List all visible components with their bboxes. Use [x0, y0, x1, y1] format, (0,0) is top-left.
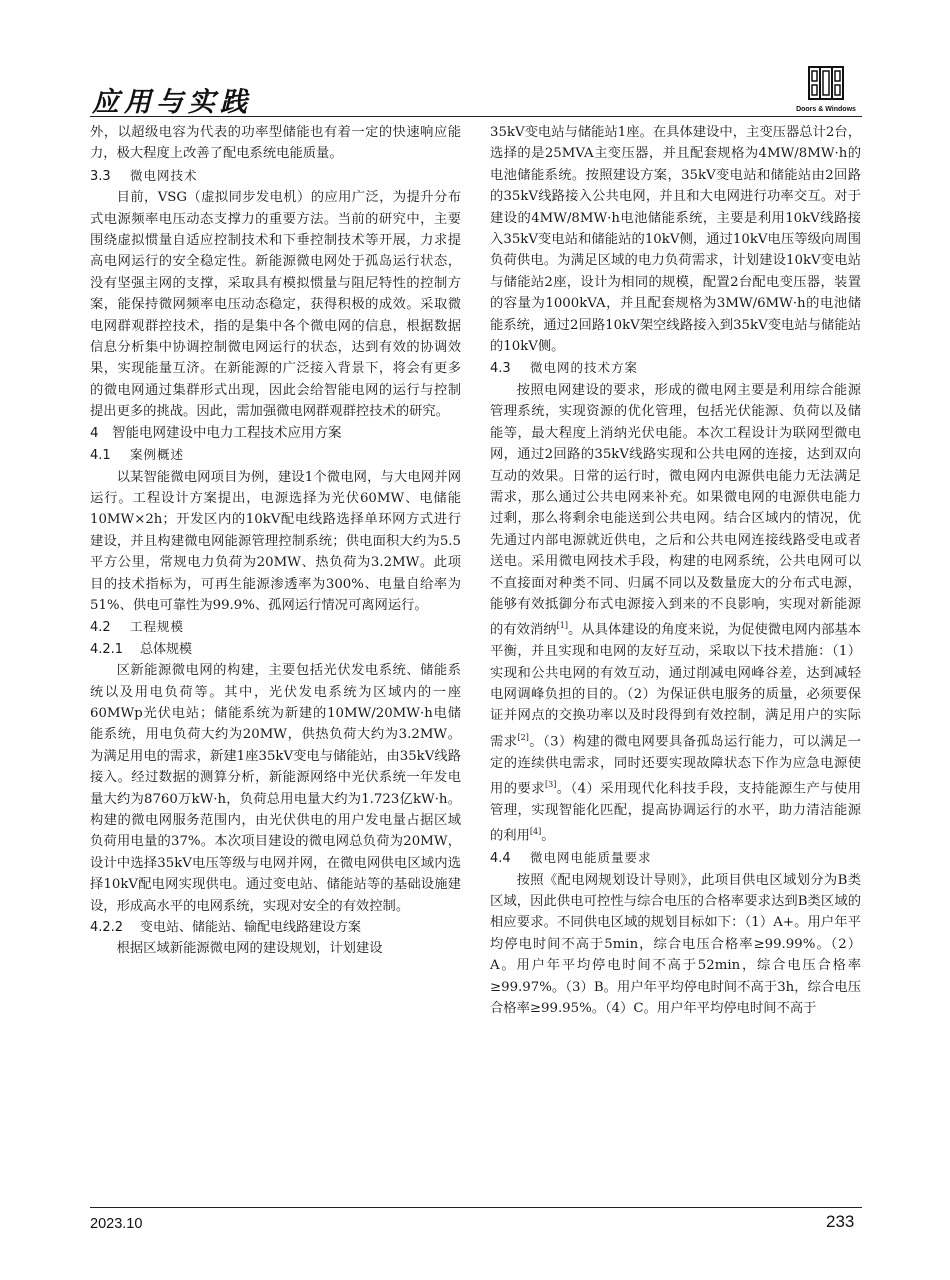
- header-rule: [90, 116, 862, 117]
- reference-mark: [1]: [556, 621, 568, 631]
- heading-text: 微电网技术: [130, 167, 198, 183]
- reference-mark: [3]: [544, 780, 557, 790]
- heading-text: 总体规模: [140, 641, 193, 657]
- heading-text: 工程规模: [130, 619, 185, 635]
- footer-rule: [90, 1207, 862, 1208]
- section-heading-4-2-2: [90, 917, 461, 938]
- section-heading-4-1: [90, 444, 461, 466]
- section-heading-4-2-1: [90, 639, 461, 660]
- paragraph: 根据区域新能源微电网的建设规划，计划建设: [116, 941, 383, 957]
- magazine-logo: [788, 66, 864, 118]
- logo-text: Doors & Windows: [796, 106, 856, 113]
- paragraph-text: 按照电网建设的要求，形成的微电网主要是利用综合能源管理系统，实现资源的优化管理，包括光伏能源、负荷以及储能等，最大程度上消纳光伏电能。本次工程设计为联网型微电网，通过2回路的35kV线路实现和公共电网的连接，达到双向互动的效果。日常的运行时，微电网内电源供电能力无法满足需求，那么通过公共电网来补充。如果微电网的电源供电能力过剩，那么将剩余电能送到公共电网。结合区域内的情况，优先通过内部电源就近供电，之后和公共电网连接线路受电或者送电。采用微电网技术手段，构建的电网系统，公共电网可以不直接面对种类不同、归属不同以及数量庞大的分布式电源，能够有效抵御分布式电源接入到来的不良影响，实现对新能源的有效消纳: [490, 382, 861, 638]
- paragraph: 目前，VSG（虚拟同步发电机）的应用广泛，为提升分布式电源频率电压动态支撑力的重要方法。当前的研究中，主要围绕虚拟惯量自适应控制技术和下垂控制技术等开展，力求提高电网运行的安全稳定性。新能源微电网处于孤岛运行状态，没有坚强主网的支撑，采取具有模拟惯量与阻尼特性的控制方案，能保持微网频率电压动态稳定，获得积极的成效。采取微电网群观群控技术，指的是集中各个微电网的信息，根据数据信息分析集中协调控制微电网运行的状态，达到有效的协调效果，实现能量互济。在新能源的广泛接入背景下，将会有更多的微电网通过集群形式出现，因此会给智能电网的运行与控制提出更多的挑战。因此，需加强微电网群观群控技术的研究。: [90, 190, 461, 420]
- paragraph-text: 。从具体建设的角度来说，为促使微电网内部基本平衡，并且实现和电网的友好互动，采取以下技术措施：（1）实现和公共电网的有效互动，通过削减电网峰谷差，达到减轻电网调峰负担的目的。（2）为保证供电服务的质量，必须要保证并网点的交换功率以及时段得到有效控制，满足用户的实际需求: [490, 622, 862, 750]
- section-heading-4-3: [490, 357, 861, 379]
- heading-text: 智能电网建设中电力工程技术应用方案: [112, 424, 342, 441]
- heading-text: 微电网电能质量要求: [530, 850, 652, 866]
- heading-number: 4.2.2: [90, 920, 124, 936]
- section-heading-4-4: [490, 847, 861, 869]
- paragraph: 区新能源微电网的构建，主要包括光伏发电系统、储能系统以及用电负荷等。其中，光伏发电系统为区域内的一座60MWp光伏电站；储能系统为新建的10MW/20MW·h电储能系统，用电负荷大约为20MW，供热负荷大约为3.2MW。为满足用电的需求，新建1座35kV变电与储能站，由35kV线路接入。经过数据的测算分析，新能源网络中光伏系统一年发电量大约为8760万kW·h，负荷总用电量大约为1.723亿kW·h。构建的微电网服务范围内，由光伏供电的用户发电量占据区域负荷用电量的37%。本次项目建设的微电网总负荷为20MW，设计中选择35kV电压等级与电网并网，在微电网供电区域内选择10kV配电网实现供电。通过变电站、储能站等的基础设施建设，形成高水平的电网系统，实现对安全的有效控制。: [90, 663, 461, 914]
- paragraph: 外，以超级电容为代表的功率型储能也有着一定的快速响应能力，极大程度上改善了配电系统电能质量。: [90, 125, 461, 162]
- heading-number: 3.3: [90, 168, 111, 184]
- paragraph-text: 。（4）采用现代化科技手段，支持能源生产与使用管理，实现智能化匹配，提高协调运行的水平，助力清洁能源的利用: [490, 781, 861, 844]
- section-heading-4: [90, 423, 461, 444]
- page-number: 233: [826, 1212, 855, 1231]
- heading-text: 案例概述: [130, 447, 185, 463]
- heading-number: 4.4: [490, 851, 511, 867]
- reference-mark: [2]: [517, 732, 529, 742]
- paragraph-text: 。: [541, 828, 555, 844]
- heading-number: 4.2.1: [90, 641, 124, 657]
- paragraph: [490, 380, 861, 847]
- left-column: [90, 122, 461, 960]
- heading-number: 4: [90, 424, 99, 441]
- section-heading-3-3: [90, 165, 461, 187]
- section-heading-4-2: [90, 616, 461, 638]
- heading-text: 微电网的技术方案: [530, 360, 639, 376]
- paragraph: 以某智能微电网项目为例，建设1个微电网，与大电网并网运行。工程设计方案提出，电源选择为光伏60MW、电储能10MW×2h；开发区内的10kV配电线路选择单环网方式进行建设，并且构建微电网能源管理控制系统；供电面积大约为5.5平方公里，常规电力负荷为20MW、热负荷为3.2MW。此项目的技术指标为，可再生能源渗透率为300%、电量自给率为51%、供电可靠性为99.9%、孤网运行情况可离网运行。: [90, 469, 461, 613]
- heading-number: 4.1: [90, 448, 111, 464]
- paragraph: 35kV变电站与储能站1座。在具体建设中，主变压器总计2台，选择的是25MVA主变压器，并且配套规格为4MW/8MW·h的电池储能系统。按照建设方案，35kV变电站和储能站由2回路的35kV线路接入公共电网，并且和大电网进行功率交互。对于建设的4MW/8MW·h电池储能系统，主要是利用10kV线路接入35kV变电站和储能站的10kV侧，通过10kV电压等级向周围负荷供电。为满足区域的电力负荷需求，计划建设10kV变电站与储能站2座，设计为相同的规模，配置2台配电变压器，装置的容量为1000kVA，并且配套规格为3MW/6MW·h的电池储能系统，通过2回路10kV架空线路接入到35kV变电站与储能站的10kV侧。: [490, 125, 861, 355]
- heading-text: 变电站、储能站、输配电线路建设方案: [140, 920, 362, 936]
- section-title: 应用与实践: [92, 87, 252, 118]
- heading-number: 4.3: [490, 361, 511, 377]
- paragraph-text: 。（3）构建的微电网要具备孤岛运行能力，可以满足一定的连续供电需求，同时还要实现故障状态下作为应急电源使用的要求: [490, 734, 862, 797]
- doors-windows-logo-icon: [808, 66, 844, 100]
- heading-number: 4.2: [90, 620, 111, 636]
- right-column: [490, 122, 861, 1019]
- issue-date: 2023.10: [90, 1216, 143, 1232]
- reference-mark: [4]: [529, 827, 542, 837]
- paragraph: 按照《配电网规划设计导则》，此项目供电区域划分为B类区域，因此供电可控性与综合电压的合格率要求达到B类区域的相应要求。不同供电区域的规划目标如下：（1）A+。用户年平均停电时间不高于5min，综合电压合格率≥99.99%。（2）A。用户年平均停电时间不高于52min，综合电压合格率≥99.97%。（3）B。用户年平均停电时间不高于3h，综合电压合格率≥99.95%。（4）C。用户年平均停电时间不高于: [490, 872, 861, 1016]
